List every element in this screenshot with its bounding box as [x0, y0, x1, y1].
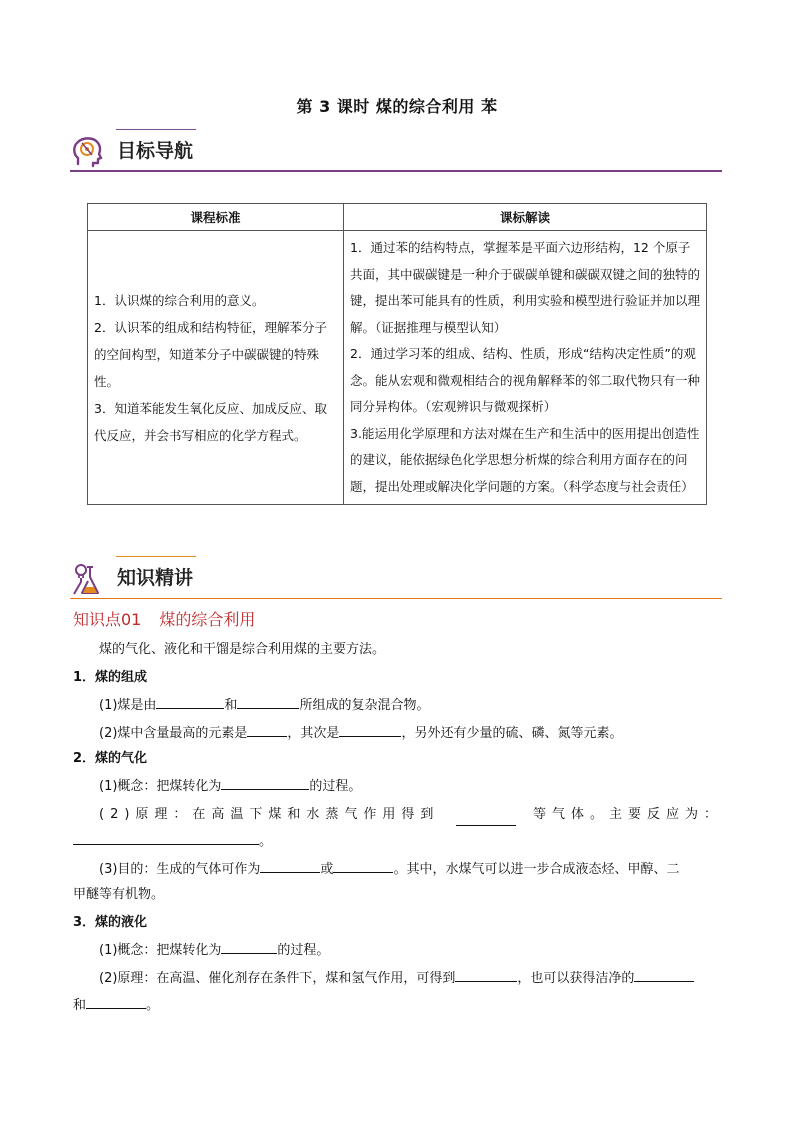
line-gasification-3b: 甲醚等有机物。	[73, 887, 165, 902]
blank	[237, 694, 299, 709]
line-composition-1	[73, 694, 749, 717]
interpretation-item: 1．通过苯的结构特点，掌握苯是平面六边形结构，12 个原子共面，其中碳碳键是一种介于碳碳单键和碳碳双键之间的独特的键，提出苯可能具有的性质，利用实验和模型进行验证并加以理解。（证据推理与模型认知）	[350, 240, 701, 335]
blank	[260, 858, 320, 873]
text: (2)煤中含量最高的元素是	[99, 726, 248, 741]
text: 。	[146, 998, 160, 1013]
blank	[156, 694, 224, 709]
blank	[455, 967, 517, 982]
knowledge-point-heading	[73, 607, 273, 630]
intro-text: 煤的气化、液化和干馏是综合利用煤的主要方法。	[99, 642, 386, 657]
head-gear-icon	[70, 134, 106, 170]
text: 所组成的复杂混合物。	[299, 698, 430, 713]
text: 和	[224, 698, 238, 713]
standard-cell	[88, 231, 344, 505]
blank	[333, 858, 393, 873]
interpretation-item: 3.能运用化学原理和方法对煤在生产和生活中的医用提出创造性的建议，能依据绿色化学思想分析煤的综合利用方面存在的问题，提出处理或解决化学问题的方案。（科学态度与社会责任）	[350, 425, 700, 494]
text: (1)煤是由	[99, 698, 157, 713]
blank	[456, 811, 516, 826]
section-header-knowledge	[70, 555, 722, 599]
line-gasification-1	[73, 775, 749, 798]
section-rule	[70, 598, 722, 599]
text: 等气体。主要反应为：	[532, 807, 723, 822]
line-gasification-3	[73, 858, 749, 881]
text: ，也可以获得洁净的	[517, 971, 635, 986]
section-title-goals: 目标导航	[117, 140, 194, 162]
text: (3)目的：生成的气体可作为	[99, 862, 261, 877]
table-row	[88, 231, 707, 505]
line-liquefaction-2	[73, 967, 749, 990]
blank	[634, 967, 694, 982]
table-header-standard: 课程标准	[88, 204, 344, 231]
line-liquefaction-3	[73, 994, 723, 1017]
text: 。其中，水煤气可以进一步合成液态烃、甲醇、二	[393, 862, 680, 877]
section-header-goals	[70, 128, 722, 172]
knowledge-point-number: 知识点01	[73, 610, 142, 629]
subheading-coal-liquefaction: 3．煤的液化	[73, 915, 148, 930]
text: (1)概念：把煤转化为	[99, 943, 222, 958]
interpretation-item: 2．通过学习苯的组成、结构、性质，形成“结构决定性质”的观念。能从宏观和微观相结合的视角解释苯的邻二取代物只有一种同分异构体。（宏观辨识与微观探析）	[350, 346, 701, 414]
section-title-knowledge: 知识精讲	[117, 567, 194, 589]
text: (1)概念：把煤转化为	[99, 779, 222, 794]
blank	[247, 722, 287, 737]
flask-bulb-icon	[70, 561, 106, 597]
standard-item: 3．知道苯能发生氧化反应、加成反应、取代反应，并会书写相应的化学方程式。	[94, 400, 327, 443]
blank	[221, 775, 309, 790]
text: 或	[320, 862, 334, 877]
standard-item: 1．认识煤的综合利用的意义。	[94, 292, 265, 308]
header-deco-line	[116, 556, 196, 557]
standards-table	[87, 203, 707, 505]
text: (2)原理：在高温、催化剂存在条件下，煤和氢气作用，可得到	[99, 971, 456, 986]
text: 。	[259, 834, 273, 849]
text: ，其次是	[287, 726, 340, 741]
text: (2)原理：在高温下煤和水蒸气作用得到	[99, 807, 440, 822]
text: ，另外还有少量的硫、磷、氮等元素。	[401, 726, 623, 741]
header-deco-line	[116, 129, 196, 130]
blank	[221, 939, 277, 954]
blank	[339, 722, 401, 737]
text: 的过程。	[309, 779, 362, 794]
text: 的过程。	[277, 943, 330, 958]
text: 和	[73, 998, 87, 1013]
standard-item: 2．认识苯的组成和结构特征，理解苯分子的空间构型，知道苯分子中碳碳键的特殊性。	[94, 319, 327, 389]
page-title: 第 3 课时 煤的综合利用 苯	[296, 97, 498, 116]
subheading-coal-gasification: 2．煤的气化	[73, 751, 148, 766]
line-composition-2	[73, 722, 749, 745]
blank	[73, 830, 259, 845]
line-gasification-2	[73, 804, 723, 826]
table-header-row	[88, 204, 707, 231]
knowledge-point-topic: 煤的综合利用	[159, 610, 256, 629]
interpretation-cell	[344, 231, 707, 505]
subheading-coal-composition: 1．煤的组成	[73, 670, 148, 685]
section-rule	[70, 170, 722, 172]
line-gasification-2b	[73, 830, 723, 853]
blank	[86, 994, 146, 1009]
line-liquefaction-1	[73, 939, 749, 962]
table-header-interpretation: 课标解读	[344, 204, 707, 231]
